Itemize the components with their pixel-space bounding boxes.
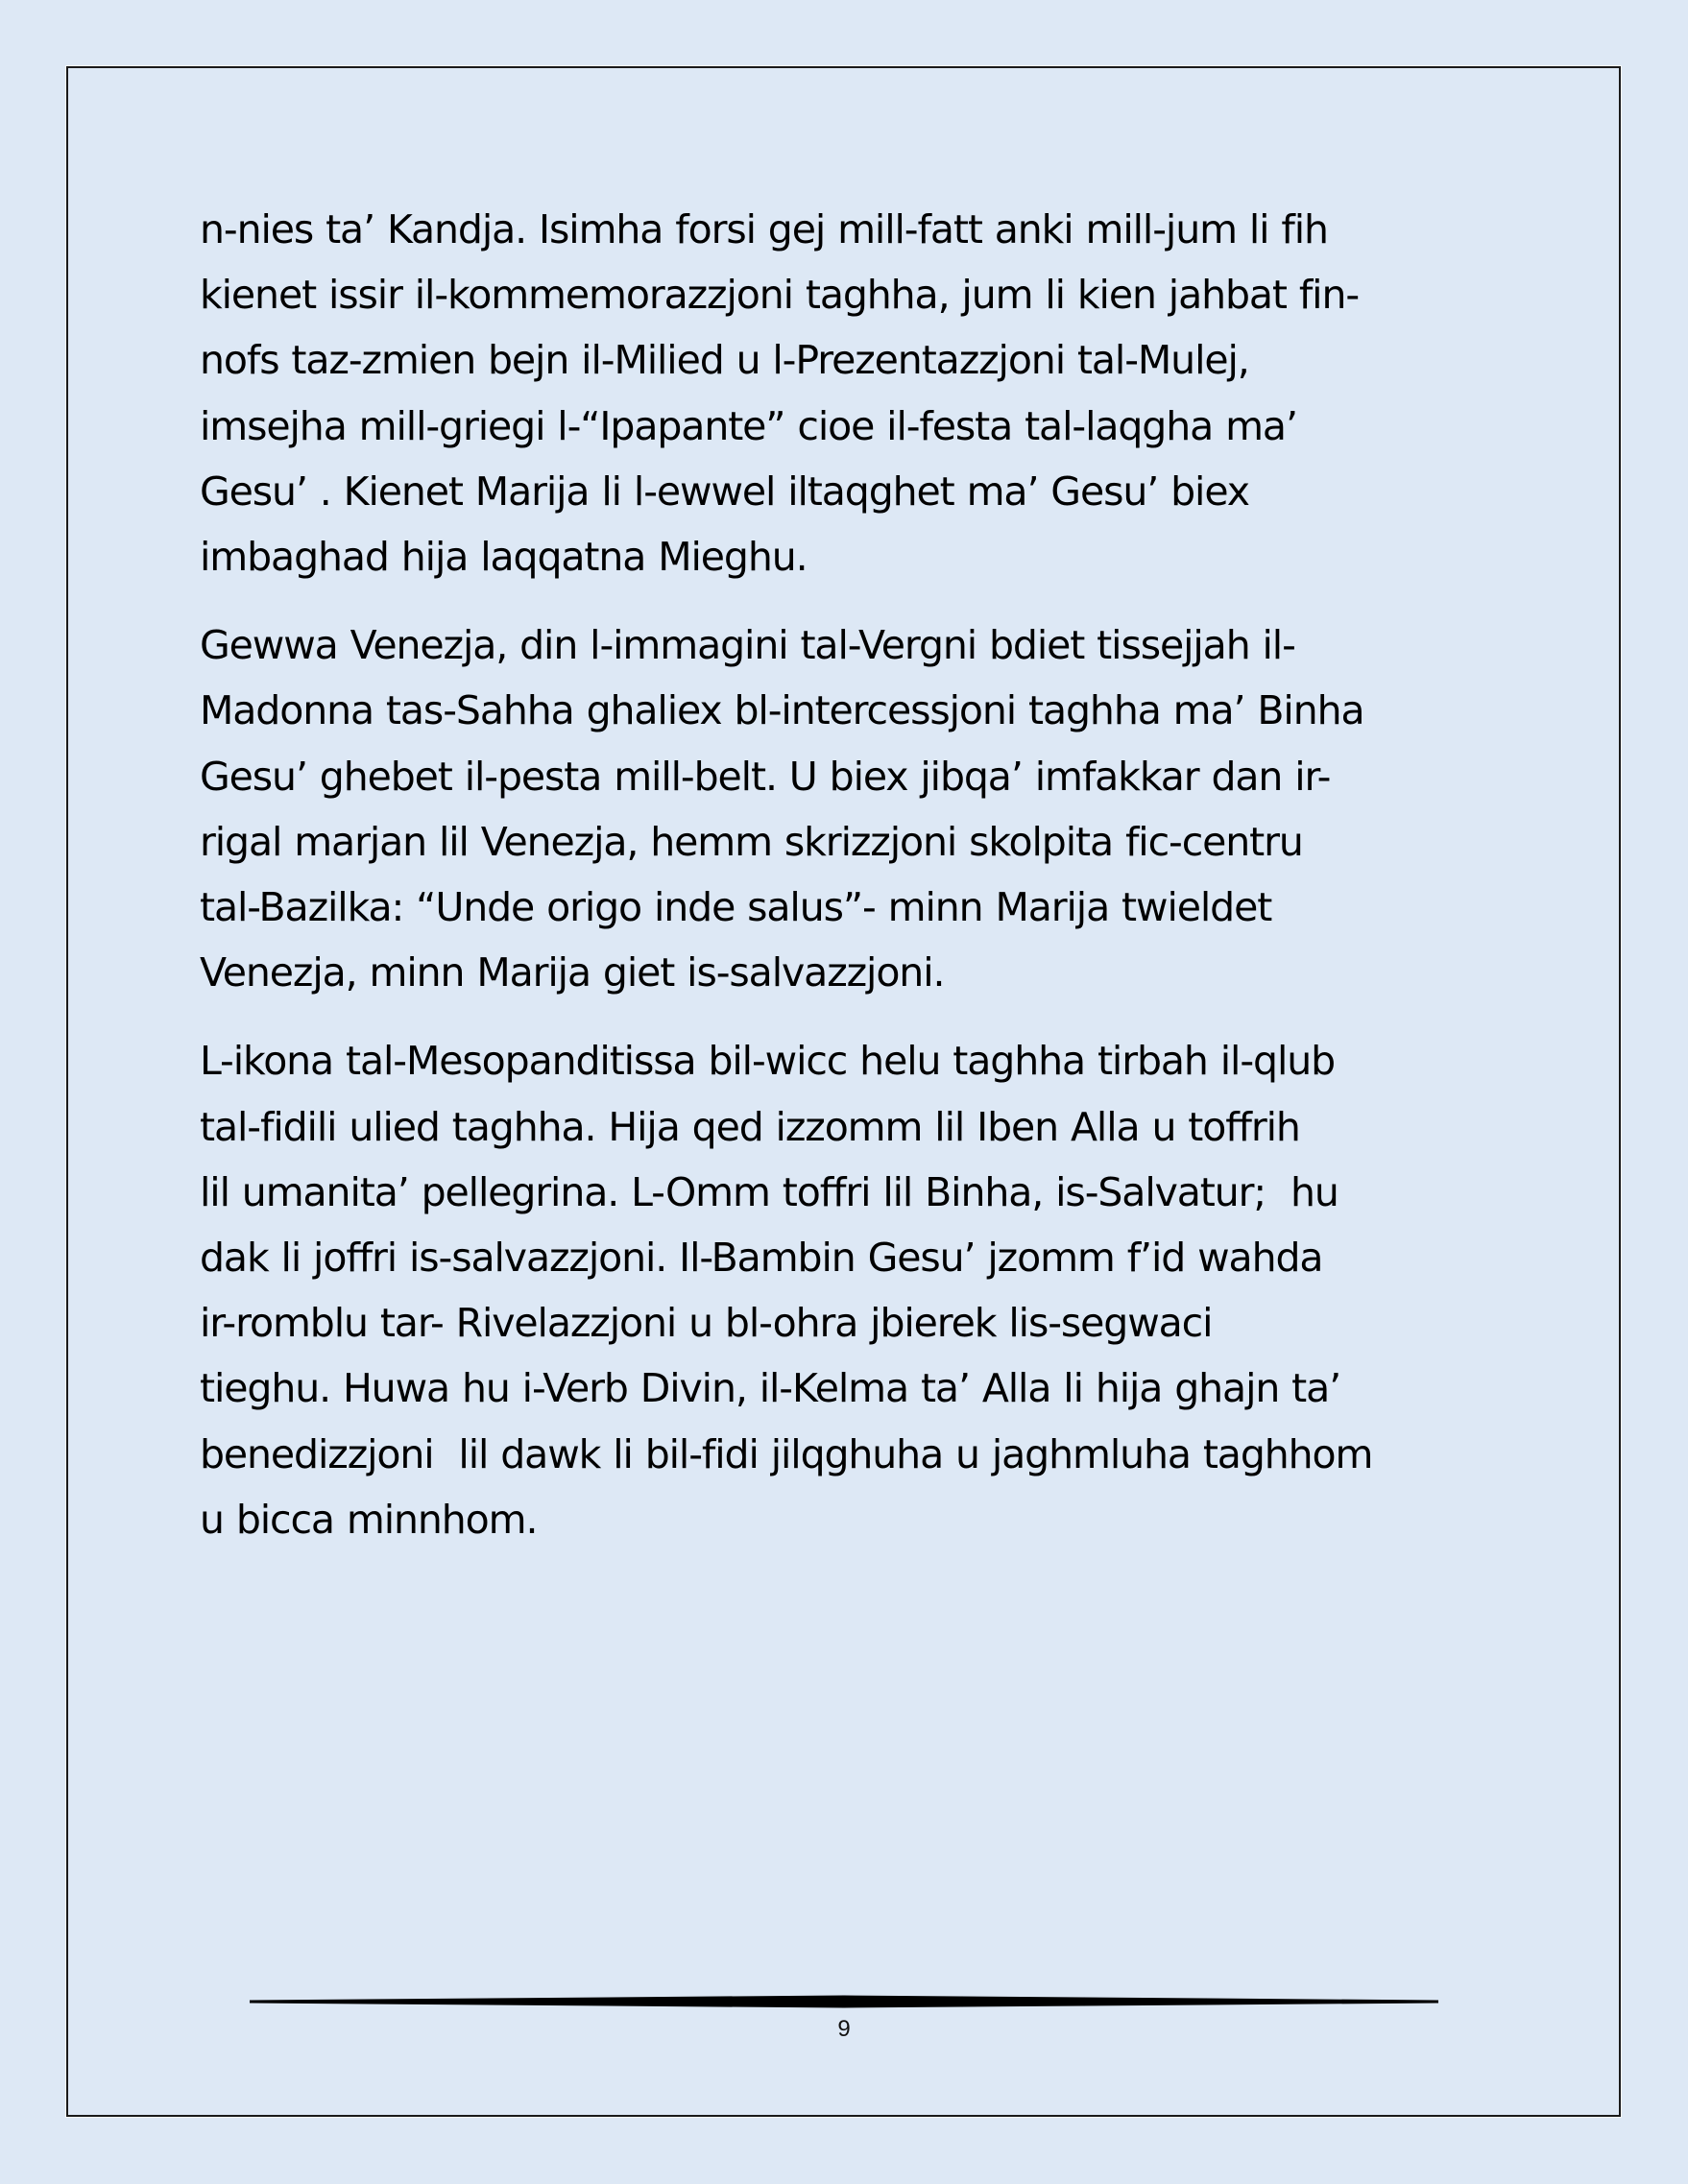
body-text — [200, 197, 1534, 1575]
text-line: rigal marjan lil Venezja, hemm skrizzjoni skolpita fic-centru — [200, 818, 1303, 865]
text-line: dak li joffri is-salvazzjoni. Il-Bambin Gesu’ jzomm f’id wahda — [200, 1235, 1323, 1282]
paragraph-3 — [200, 1028, 1534, 1552]
text-line: imsejha mill-griegi l-“Ipapante” cioe il-festa tal-laqgha ma’ — [200, 402, 1297, 449]
text-line: Venezja, minn Marija giet is-salvazzjoni. — [200, 949, 945, 996]
text-line: kienet issir il-kommemorazzjoni taghha, jum li kien jahbat fin- — [200, 272, 1360, 319]
text-line: Gesu’ ghebet il-pesta mill-belt. U biex jibqa’ imfakkar dan ir- — [200, 753, 1331, 800]
text-line: Gewwa Venezja, din l-immagini tal-Vergni bdiet tissejjah il- — [200, 622, 1295, 669]
text-line: ir-romblu tar- Rivelazzjoni u bl-ohra jbierek lis-segwaci — [200, 1300, 1213, 1347]
text-line: tal-fidili ulied taghha. Hija qed izzomm lil Iben Alla u toffrih — [200, 1103, 1300, 1150]
text-line: Gesu’ . Kienet Marija li l-ewwel iltaqghet ma’ Gesu’ biex — [200, 468, 1249, 515]
text-line: benedizzjoni lil dawk li bil-fidi jilqghuha u jaghmluha taghhom — [200, 1430, 1373, 1477]
paragraph-1 — [200, 197, 1534, 589]
footer-divider — [250, 1995, 1438, 2008]
text-line: tal-Bazilka: “Unde origo inde salus”- minn Marija twieldet — [200, 884, 1272, 931]
page-number: 9 — [837, 2016, 851, 2042]
text-line: n-nies ta’ Kandja. Isimha forsi gej mill-fatt anki mill-jum li fih — [200, 206, 1328, 252]
text-line: nofs taz-zmien bejn il-Milied u l-Prezentazzjoni tal-Mulej, — [200, 337, 1249, 384]
text-line: u bicca minnhom. — [200, 1496, 538, 1543]
text-line: Madonna tas-Sahha ghaliex bl-intercessjoni taghha ma’ Binha — [200, 687, 1364, 734]
text-line: tieghu. Huwa hu i-Verb Divin, il-Kelma ta’ Alla li hija ghajn ta’ — [200, 1365, 1341, 1412]
text-line: L-ikona tal-Mesopanditissa bil-wicc helu taghha tirbah il-qlub — [200, 1038, 1336, 1085]
paragraph-2 — [200, 612, 1534, 1005]
text-line: imbaghad hija laqqatna Mieghu. — [200, 534, 808, 581]
text-line: lil umanita’ pellegrina. L-Omm toffri lil Binha, is-Salvatur; hu — [200, 1168, 1338, 1215]
